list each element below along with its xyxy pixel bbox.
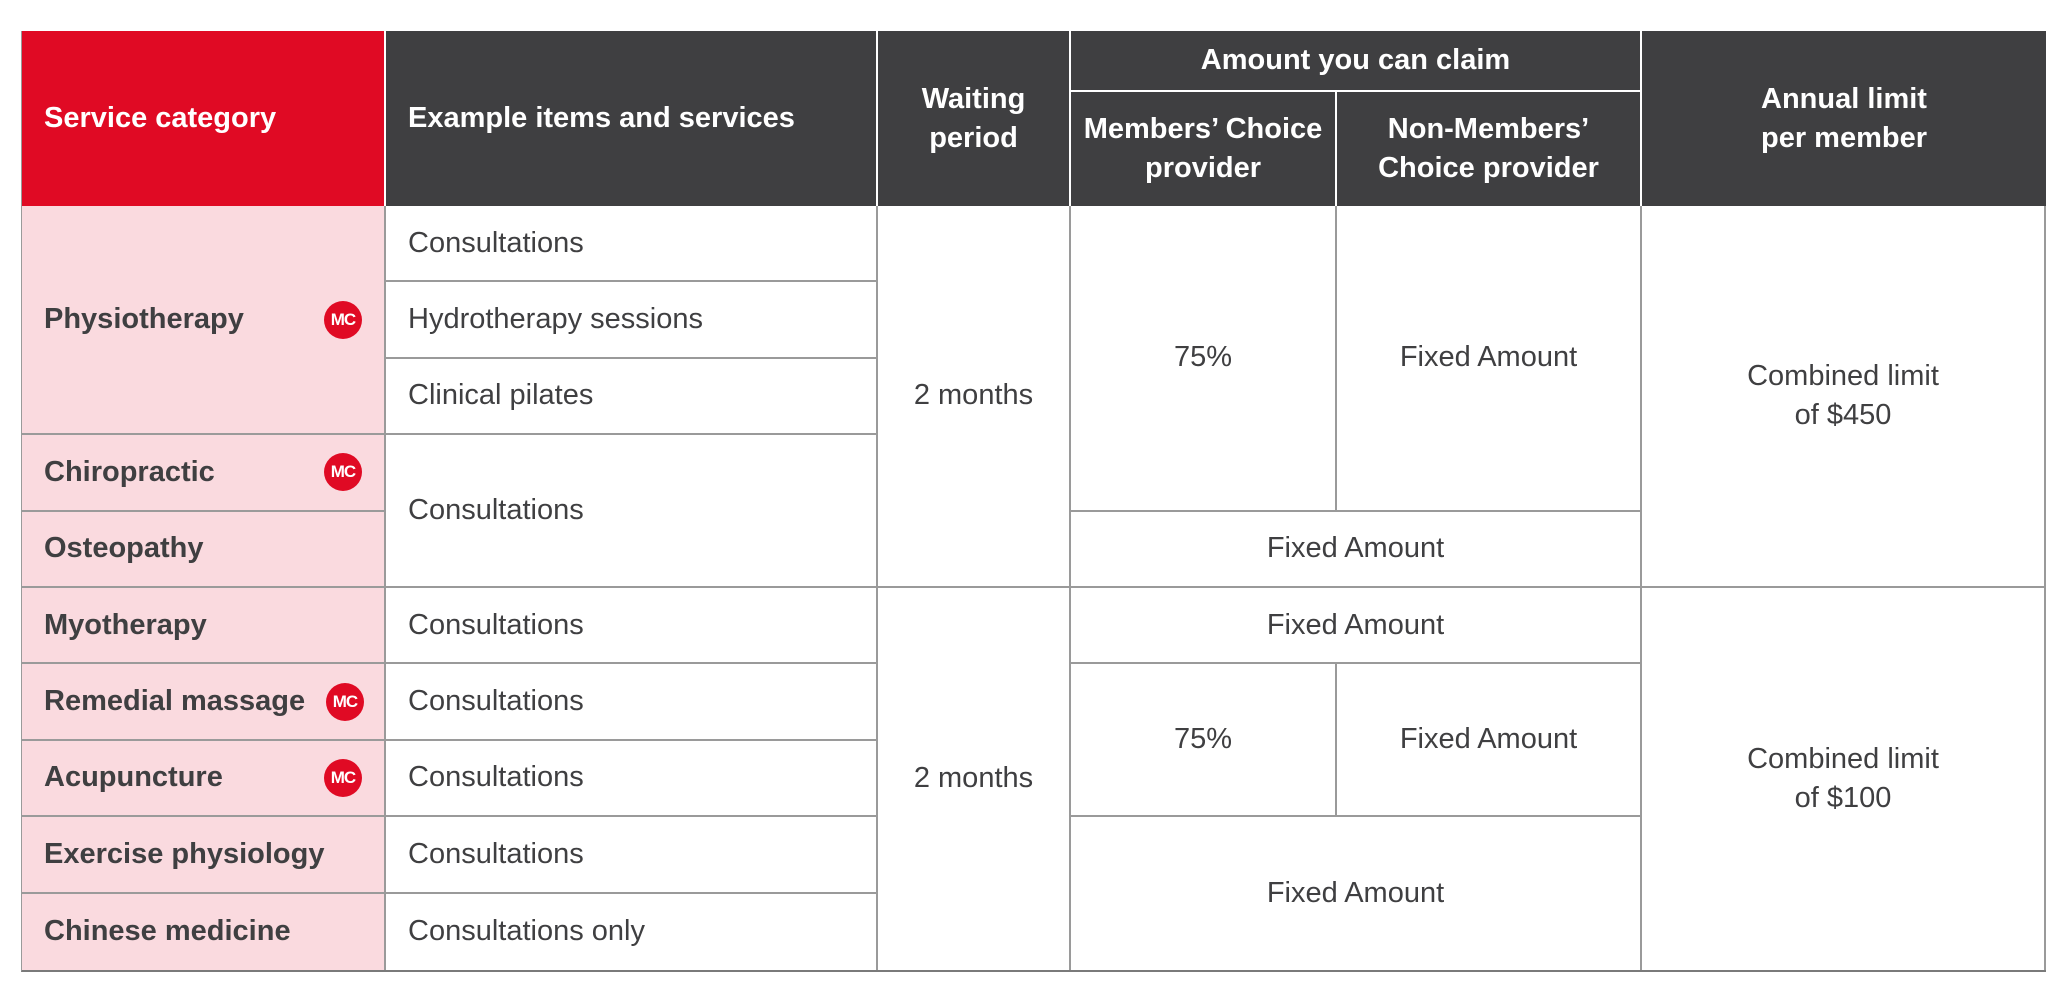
- waiting-period-cell: 2 months: [878, 206, 1071, 588]
- waiting-period-cell: 2 months: [878, 588, 1071, 970]
- header-example-items: Example items and services: [386, 31, 878, 206]
- category-myotherapy: [22, 588, 386, 664]
- mc-badge-icon: MC: [326, 683, 364, 721]
- item-cell: Consultations: [386, 435, 878, 588]
- category-acupuncture: [22, 741, 386, 817]
- category-physiotherapy: [22, 206, 386, 435]
- category-label: Chiropractic: [44, 455, 215, 488]
- benefits-table: [21, 31, 2046, 972]
- item-cell: Consultations: [386, 206, 878, 282]
- annual-limit-cell: Combined limit of $100: [1642, 588, 2046, 970]
- category-label: Osteopathy: [44, 532, 204, 565]
- members-choice-claim: 75%: [1071, 206, 1337, 512]
- category-label: Physiotherapy: [44, 303, 244, 336]
- header-amount-you-can-claim: Amount you can claim: [1071, 31, 1642, 92]
- header-annual-limit: Annual limit per member: [1642, 31, 2046, 206]
- item-cell: Consultations: [386, 741, 878, 817]
- category-label: Remedial massage: [44, 685, 306, 718]
- mc-badge-icon: MC: [324, 453, 362, 491]
- header-service-category: Service category: [22, 31, 386, 206]
- item-cell: Consultations: [386, 588, 878, 664]
- item-cell: Hydrotherapy sessions: [386, 282, 878, 358]
- category-label: Acupuncture: [44, 761, 223, 794]
- category-label: Myotherapy: [44, 608, 207, 641]
- non-members-choice-claim: Fixed Amount: [1337, 206, 1642, 512]
- category-chinese-medicine: [22, 894, 386, 970]
- members-choice-claim: 75%: [1071, 664, 1337, 817]
- category-chiropractic: [22, 435, 386, 511]
- category-label: Exercise physiology: [44, 837, 325, 870]
- other-claim: Fixed Amount: [1071, 817, 1642, 970]
- header-non-members-choice: Non-Members’ Choice provider: [1337, 92, 1642, 206]
- category-remedial-massage: [22, 664, 386, 740]
- non-members-choice-claim: Fixed Amount: [1337, 664, 1642, 817]
- item-cell: Consultations: [386, 817, 878, 893]
- mc-badge-icon: MC: [324, 759, 362, 797]
- category-osteopathy: [22, 512, 386, 588]
- category-label: Chinese medicine: [44, 915, 291, 948]
- header-waiting-period: Waiting period: [878, 31, 1071, 206]
- item-cell: Consultations: [386, 664, 878, 740]
- header-members-choice: Members’ Choice provider: [1071, 92, 1337, 206]
- mc-badge-icon: MC: [324, 301, 362, 339]
- category-exercise-physiology: [22, 817, 386, 893]
- item-cell: Clinical pilates: [386, 359, 878, 435]
- item-cell: Consultations only: [386, 894, 878, 970]
- annual-limit-cell: Combined limit of $450: [1642, 206, 2046, 588]
- osteopathy-claim: Fixed Amount: [1071, 512, 1642, 588]
- myotherapy-claim: Fixed Amount: [1071, 588, 1642, 664]
